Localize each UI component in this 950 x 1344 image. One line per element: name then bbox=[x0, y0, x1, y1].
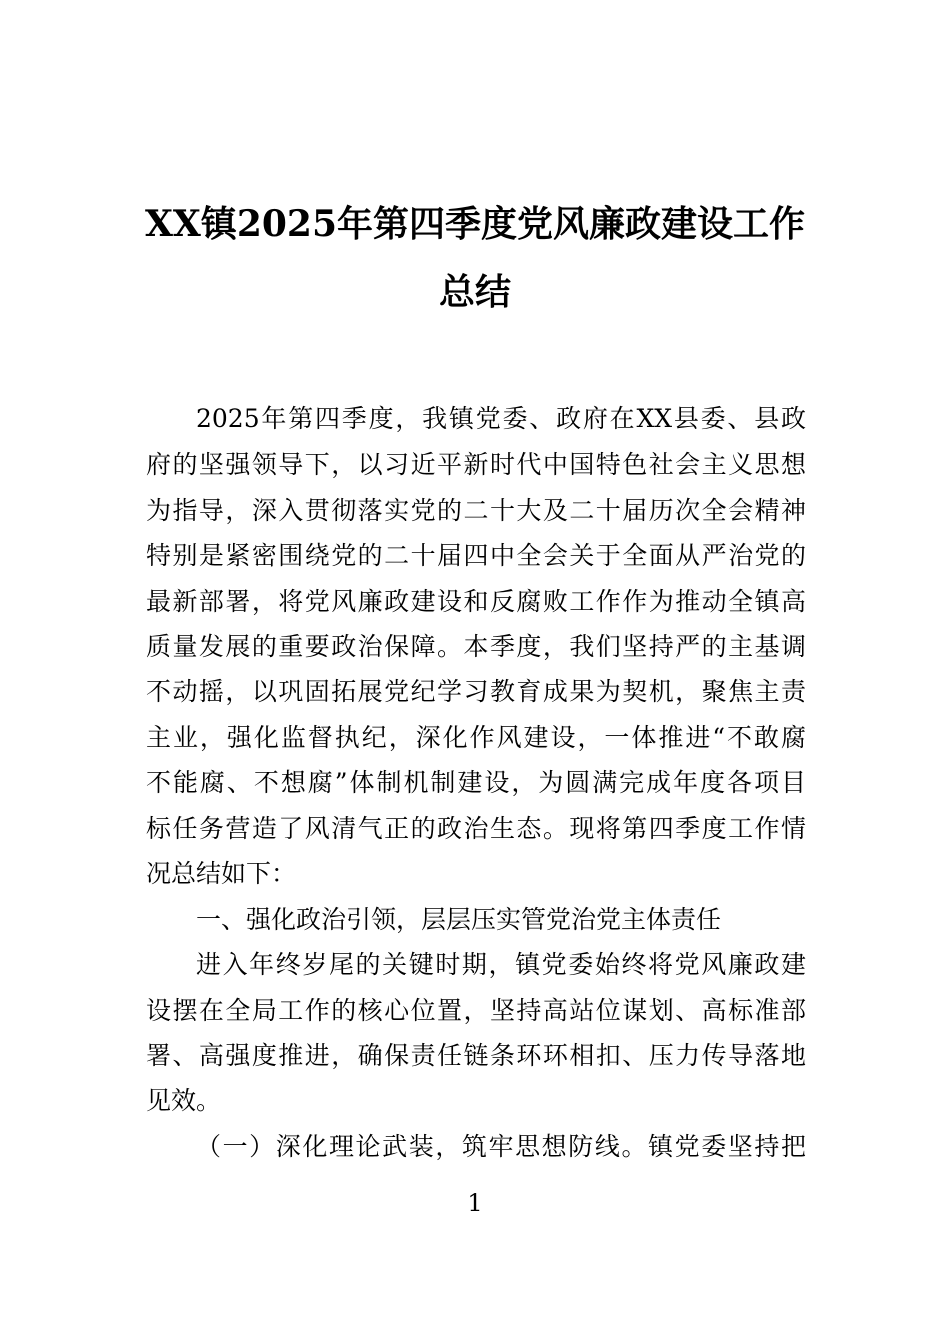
intro-paragraph-line: 况总结如下： bbox=[146, 859, 297, 888]
subsection-paragraph-line: （一）深化理论武装，筑牢思想防线。镇党委坚持把 bbox=[196, 1132, 806, 1161]
intro-paragraph-line: 标任务营造了风清气正的政治生态。现将第四季度工作情 bbox=[146, 814, 806, 843]
intro-paragraph-line: 特别是紧密围绕党的二十届四中全会关于全面从严治党的 bbox=[146, 541, 806, 570]
document-title-line-2: 总结 bbox=[438, 271, 511, 313]
page-number: 1 bbox=[467, 1189, 483, 1217]
intro-paragraph-line: 为指导，深入贯彻落实党的二十大及二十届历次全会精神 bbox=[146, 496, 806, 525]
section-paragraph-line: 进入年终岁尾的关键时期，镇党委始终将党风廉政建 bbox=[196, 950, 806, 979]
intro-paragraph-line: 不能腐、不想腐”体制机制建设，为圆满完成年度各项目 bbox=[146, 768, 806, 797]
section-paragraph-line: 见效。 bbox=[146, 1086, 222, 1115]
intro-paragraph-line: 不动摇，以巩固拓展党纪学习教育成果为契机，聚焦主责 bbox=[146, 677, 806, 706]
intro-paragraph-line: 2025年第四季度，我镇党委、政府在XX县委、县政 bbox=[196, 404, 806, 433]
intro-paragraph-line: 最新部署，将党风廉政建设和反腐败工作作为推动全镇高 bbox=[146, 587, 806, 616]
section-paragraph-line: 设摆在全局工作的核心位置，坚持高站位谋划、高标准部 bbox=[146, 996, 806, 1025]
document-title-line-1: XX镇2025年第四季度党风廉政建设工作 bbox=[144, 203, 806, 245]
section-paragraph-line: 署、高强度推进，确保责任链条环环相扣、压力传导落地 bbox=[146, 1041, 806, 1070]
intro-paragraph-line: 主业，强化监督执纪，深化作风建设，一体推进“不敢腐 bbox=[146, 723, 806, 752]
intro-paragraph-line: 质量发展的重要政治保障。本季度，我们坚持严的主基调 bbox=[146, 632, 806, 661]
intro-paragraph-line: 府的坚强领导下，以习近平新时代中国特色社会主义思想 bbox=[146, 450, 806, 479]
section-heading: 一、强化政治引领，层层压实管党治党主体责任 bbox=[196, 905, 722, 934]
